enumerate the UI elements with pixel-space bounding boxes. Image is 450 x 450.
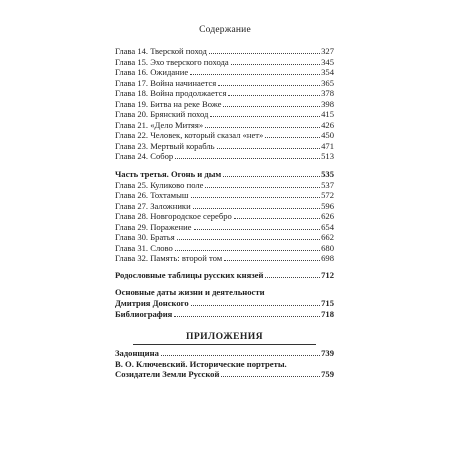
spacer xyxy=(115,319,334,331)
leader-dots xyxy=(210,116,320,117)
leader-dots xyxy=(177,239,320,240)
toc-entry-title: Библиография xyxy=(115,308,173,319)
toc-entry-chapter-15[interactable] xyxy=(115,57,334,68)
toc-entry-chapter-22[interactable] xyxy=(115,130,334,141)
toc-entry-page: 739 xyxy=(321,348,334,359)
leader-dots xyxy=(191,197,321,198)
toc-entry-page: 718 xyxy=(321,308,334,319)
toc-entry-page: 626 xyxy=(321,211,334,222)
toc-entry-chapter-17[interactable] xyxy=(115,78,334,89)
toc-entry-chapter-19[interactable] xyxy=(115,99,334,110)
leader-dots xyxy=(205,127,320,128)
leader-dots xyxy=(175,250,320,251)
toc-entry-title: Глава 24. Собор xyxy=(115,151,174,162)
toc-entry-title: Глава 29. Поражение xyxy=(115,221,192,232)
toc-entry-title: Родословные таблицы русских князей xyxy=(115,269,264,280)
appendices-heading: ПРИЛОЖЕНИЯ xyxy=(186,331,263,343)
toc-entry-title: Созидатели Земли Русской xyxy=(115,369,220,380)
toc-entry-chapter-29[interactable] xyxy=(115,222,334,233)
toc-entry-chapter-23[interactable] xyxy=(115,141,334,152)
toc-entry-chapter-26[interactable] xyxy=(115,190,334,201)
toc-entry-page: 471 xyxy=(321,140,334,151)
toc-entry-page: 712 xyxy=(321,269,334,280)
toc-entry-chapter-21[interactable] xyxy=(115,120,334,131)
toc-entry-chapter-30[interactable] xyxy=(115,232,334,243)
leader-dots xyxy=(218,85,320,86)
toc-entry-page: 698 xyxy=(321,253,334,264)
leader-dots xyxy=(193,208,320,209)
leader-dots xyxy=(223,106,320,107)
toc-entry-chapter-31[interactable] xyxy=(115,243,334,254)
toc-entry-title: Глава 28. Новгородское серебро xyxy=(115,211,232,222)
toc-entry-dates[interactable] xyxy=(115,298,334,309)
toc-entry-title: Глава 30. Братья xyxy=(115,232,175,243)
leader-dots xyxy=(217,148,321,149)
toc-entry-page: 365 xyxy=(321,77,334,88)
toc-entry-bibliography[interactable] xyxy=(115,309,334,320)
leader-dots xyxy=(265,277,320,278)
toc-entry-part-three[interactable] xyxy=(115,169,334,180)
toc-entry-klyuchevsky-line1 xyxy=(115,359,334,370)
toc-entry-page: 354 xyxy=(321,67,334,78)
toc-entry-page: 378 xyxy=(321,88,334,99)
leader-dots xyxy=(223,176,320,177)
toc-entry-title: Задонщина xyxy=(115,348,159,359)
toc-entry-page: 450 xyxy=(321,130,334,141)
toc-entry-page: 345 xyxy=(321,56,334,67)
leader-dots xyxy=(190,74,320,75)
toc-entry-page: 596 xyxy=(321,200,334,211)
leader-dots xyxy=(231,64,320,65)
table-of-contents xyxy=(115,46,334,380)
leader-dots xyxy=(174,316,320,317)
leader-dots xyxy=(161,355,320,356)
toc-entry-title: Глава 26. Тохтамыш xyxy=(115,190,189,201)
leader-dots xyxy=(191,305,320,306)
toc-entry-chapter-16[interactable] xyxy=(115,67,334,78)
toc-entry-page: 426 xyxy=(321,119,334,130)
work-title: Исторические портреты. xyxy=(187,358,287,369)
toc-entry-page: 513 xyxy=(321,151,334,162)
toc-entry-chapter-28[interactable] xyxy=(115,211,334,222)
toc-entry-page: 572 xyxy=(321,190,334,201)
toc-part-page: 535 xyxy=(321,169,334,180)
toc-entry-title: Глава 17. Война начинается xyxy=(115,77,217,88)
toc-entry-page: 654 xyxy=(321,221,334,232)
toc-entry-page: 327 xyxy=(321,46,334,56)
toc-entry-dates-line1: Основные даты жизни и деятельности xyxy=(115,287,265,298)
toc-entry-chapter-18[interactable] xyxy=(115,88,334,99)
toc-entry-chapter-14[interactable] xyxy=(115,46,334,57)
toc-entry-page: 662 xyxy=(321,232,334,243)
toc-entry-title: Глава 16. Ожидание xyxy=(115,67,189,78)
spacer xyxy=(115,280,334,287)
toc-entry-page: 680 xyxy=(321,242,334,253)
toc-entry-zadonshchina[interactable] xyxy=(115,348,334,359)
spacer xyxy=(115,162,334,169)
toc-entry-klyuchevsky[interactable] xyxy=(115,369,334,380)
toc-entry-title: Глава 19. Битва на реке Воже xyxy=(115,98,222,109)
toc-entry-title: Глава 15. Эхо тверского похода xyxy=(115,56,229,67)
toc-entry-page: 415 xyxy=(321,109,334,120)
running-head: Содержание xyxy=(199,25,251,35)
toc-entry-title: Глава 18. Война продолжается xyxy=(115,88,227,99)
toc-entry-title: Глава 32. Память: второй том xyxy=(115,253,223,264)
toc-entry-title: Дмитрия Донского xyxy=(115,298,189,309)
leader-dots xyxy=(228,95,320,96)
toc-entry-chapter-24[interactable] xyxy=(115,151,334,162)
toc-entry-title: Глава 23. Мертвый корабль xyxy=(115,140,215,151)
leader-dots xyxy=(234,218,320,219)
toc-entry-title: Глава 20. Брянский поход xyxy=(115,109,209,120)
toc-entry-chapter-27[interactable] xyxy=(115,201,334,212)
toc-entry-title: Глава 25. Куликово поле xyxy=(115,179,204,190)
leader-dots xyxy=(265,137,320,138)
toc-entry-page: 398 xyxy=(321,98,334,109)
toc-entry-page: 715 xyxy=(321,298,334,309)
toc-entry-page: 537 xyxy=(321,179,334,190)
leader-dots xyxy=(194,229,321,230)
leader-dots xyxy=(221,376,320,377)
toc-entry-title: Глава 27. Заложники xyxy=(115,200,191,211)
leader-dots xyxy=(175,158,320,159)
leader-dots xyxy=(205,187,320,188)
leader-dots xyxy=(224,260,320,261)
toc-entry-title: Глава 31. Слово xyxy=(115,242,173,253)
toc-entry-page: 759 xyxy=(321,369,334,380)
toc-entry-title: Глава 14. Тверской поход xyxy=(115,46,207,56)
toc-entry-title: Глава 22. Человек, который сказал «нет» xyxy=(115,130,264,141)
toc-entry-genealogy[interactable] xyxy=(115,270,334,281)
toc-entry-chapter-20[interactable] xyxy=(115,109,334,120)
leader-dots xyxy=(209,53,320,54)
toc-entry-chapter-32[interactable] xyxy=(115,253,334,264)
toc-entry-chapter-25[interactable] xyxy=(115,180,334,191)
toc-part-title: Часть третья. Огонь и дым xyxy=(115,169,222,180)
author-name: В. О. Ключевский. xyxy=(115,358,188,369)
toc-entry-title: Глава 21. «Дело Митяя» xyxy=(115,119,204,130)
